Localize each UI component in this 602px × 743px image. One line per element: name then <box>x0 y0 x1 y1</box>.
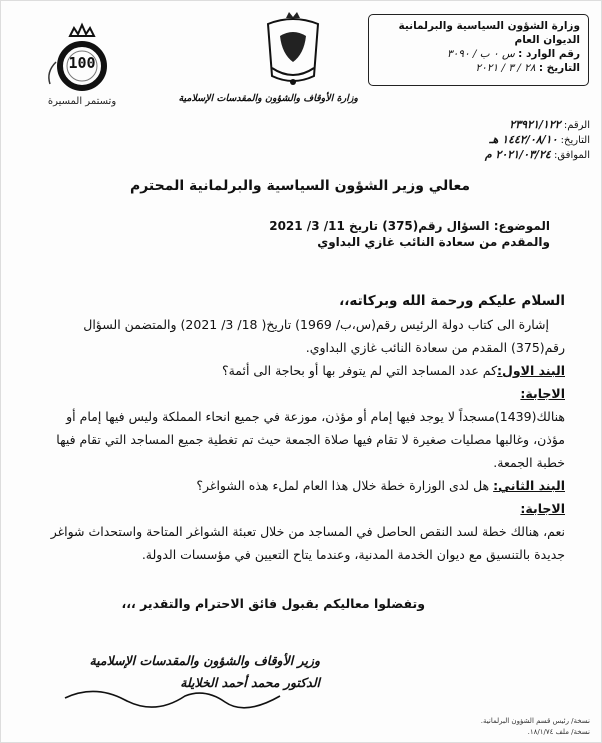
ministry-header-name: وزارة الأوقاف والشؤون والمقدسات الإسلامية <box>178 93 358 104</box>
coat-of-arms-icon <box>258 8 328 90</box>
subject-line-1: الموضوع: السؤال رقم(375) تاريخ 11/ 3/ 2021 <box>269 219 550 233</box>
signature-name: الدكتور محمد أحمد الخلايلة <box>180 675 320 690</box>
letter-body <box>40 290 565 566</box>
reference-date-hijri: ١٤٤٢/٠٨/١٠ هـ <box>489 133 558 146</box>
reference-number-value: ٢٣٩٢١/١٢٢ <box>509 118 561 131</box>
item-2-question-text: هل لدى الوزارة خطة خلال هذا العام لملء هذه الشواغر؟ <box>196 478 490 493</box>
stamp-date <box>377 61 580 75</box>
addressee: معالي وزير الشؤون السياسية والبرلمانية المحترم <box>129 178 471 194</box>
footer-copies <box>300 716 590 738</box>
footer-copy-1: نسخة/ رئيس قسم الشؤون البرلمانية. <box>480 717 590 725</box>
reference-block <box>450 118 590 163</box>
item-1-answer: هنالك(1439)مسجداً لا يوجد فيها إمام أو مؤذن، موزعة في جميع انحاء المملكة وليس فيها إمام أو مؤذن، وغالبها مصليات صغيرة لا تقام فيها صلاة الجمعة حيث تم تغطية جميع المساجد التي تقام فيها خطبة الجمعة. <box>56 409 565 470</box>
handwritten-signature-icon <box>60 680 290 710</box>
item-2-question <box>40 474 565 497</box>
stamp-diwan: الديوان العام <box>514 34 580 46</box>
intro-paragraph: إشارة الى كتاب دولة الرئيس رقم(س،ب/ 1969) تاريخ( 18/ 3/ 2021) والمتضمن السؤال رقم(375) المقدم من سعادة النائب غازي البداوي. <box>83 317 565 355</box>
stamp-number-value: س ٠ ب / ٣٠٩٠ <box>447 48 515 60</box>
footer-copy-2: نسخة/ ملف ١٨/١/٧٤. <box>527 728 590 736</box>
reference-date-row <box>450 133 590 148</box>
stamp-number-label: رقم الوارد : <box>518 48 580 60</box>
incoming-stamp <box>368 14 589 86</box>
item-1-question <box>40 359 565 382</box>
signature-title: وزير الأوقاف والشؤون والمقدسات الإسلامية <box>89 653 320 668</box>
reference-number-row <box>450 118 590 133</box>
item-1-question-text: كم عدد المساجد التي لم يتوفر بها أو بحاجة الى أئمة؟ <box>221 363 498 378</box>
item-2-label: البند الثاني: <box>493 478 565 493</box>
reference-date-gregorian: ٢٠٢١/٠٣/٢٤ م <box>484 148 551 161</box>
reference-date-label: التاريخ: <box>560 135 590 146</box>
subject-line-2: والمقدم من سعادة النائب غازي البداوي <box>317 235 550 249</box>
item-2-answer-label: الاجابة: <box>520 501 565 516</box>
closing: وتفضلوا معاليكم بقبول فائق الاحترام والتقدير ،،، <box>121 596 425 611</box>
item-1-label: البند الاول: <box>497 363 565 378</box>
item-1-answer-label: الاجابة: <box>520 386 565 401</box>
centennial-number: 100 <box>68 54 96 72</box>
centennial-slogan: وتستمر المسيرة <box>47 96 117 107</box>
stamp-ministry: وزارة الشؤون السياسية والبرلمانية <box>398 20 580 32</box>
greeting: السلام عليكم ورحمة الله وبركاته،، <box>339 293 565 309</box>
stamp-date-value: ٢٨ / ٣ / ٢٠٢١ <box>475 62 536 74</box>
item-2-answer: نعم، هنالك خطة لسد النقص الحاصل في المساجد من خلال تعبئة الشواغر المتاحة واستحداث شواغر جديدة بالتنسيق مع ديوان الخدمة المدنية، وعندما يتاح التعيين في مؤسسات الدولة. <box>50 524 565 562</box>
stamp-incoming-number <box>377 47 580 61</box>
coat-of-arms <box>258 8 328 90</box>
reference-number-label: الرقم: <box>563 120 590 131</box>
reference-corresponding-row <box>450 148 590 163</box>
subject <box>40 218 550 250</box>
stamp-date-label: التاريخ : <box>538 62 580 74</box>
centennial-logo <box>42 22 122 114</box>
reference-corresponding-label: الموافق: <box>553 150 590 161</box>
